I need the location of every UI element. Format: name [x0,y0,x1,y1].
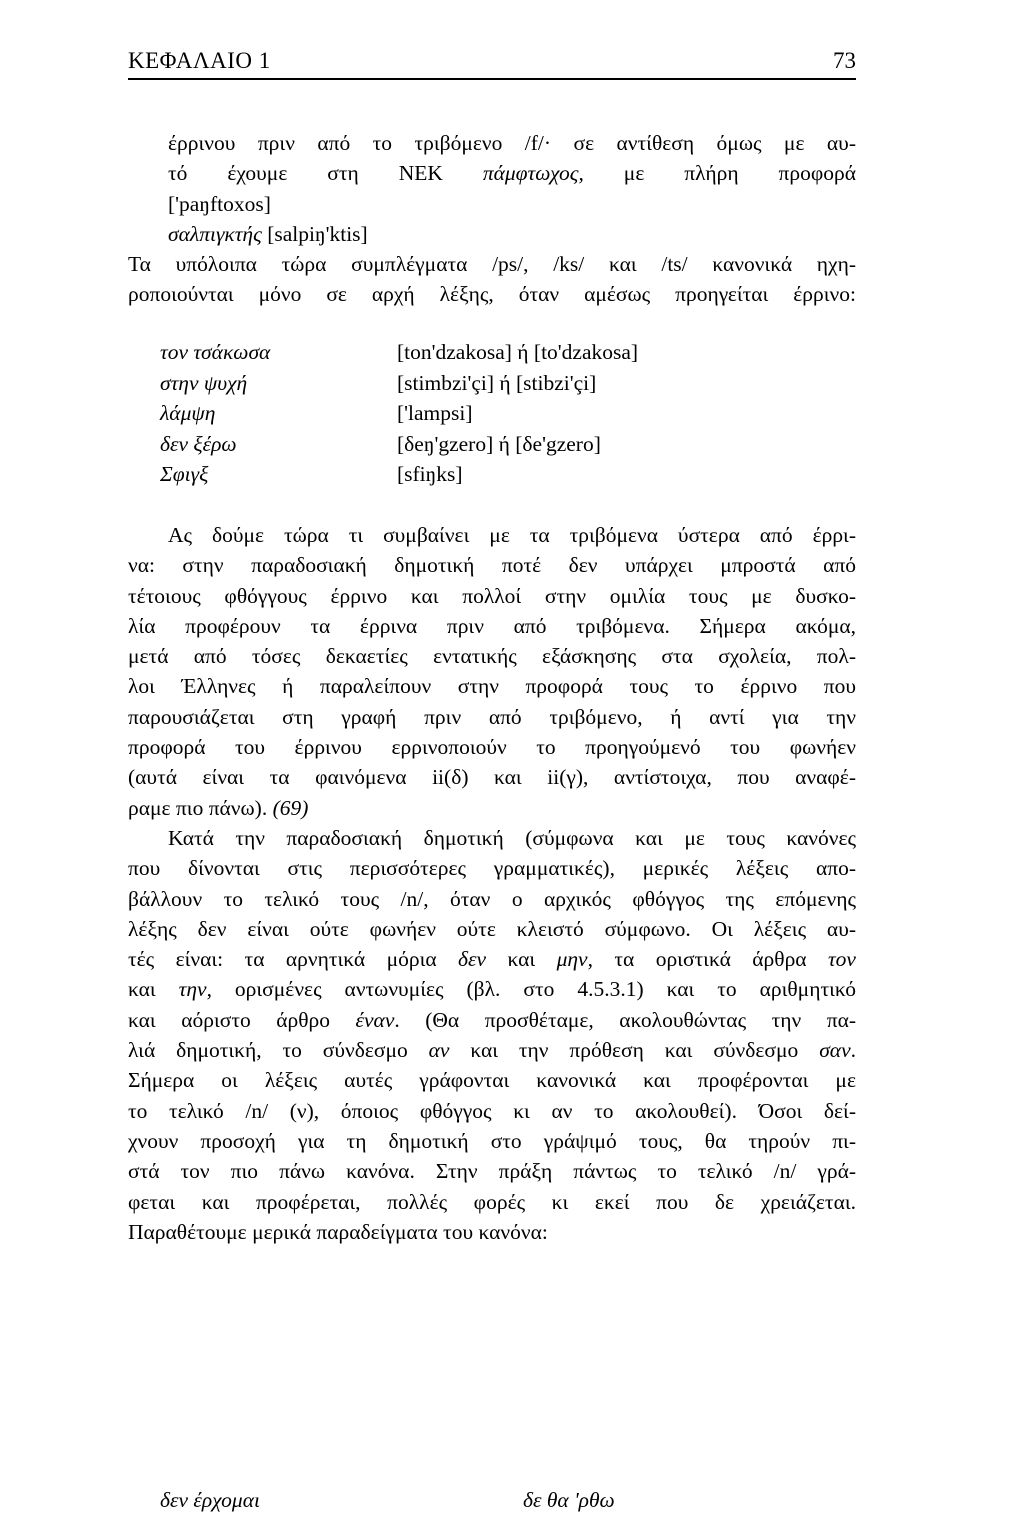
chapter-title: ΚΕΦΑΛΑΙΟ 1 [128,48,271,73]
page-header [128,48,856,80]
text-line: σαλπιγκτής [salpiŋ'ktis] [168,221,368,246]
example-word: στην ψυχή [160,370,248,395]
example-row [160,340,760,371]
text-line: μετά από τόσες δεκαετίες εντατικής εξάσκησης στα σχολεία, πολ- [128,644,856,669]
text-line: φεται και προφέρεται, πολλές φορές κι εκεί που δε χρειάζεται. [128,1189,856,1214]
text-line: παρουσιάζεται στη γραφή πριν από τριβόμενο, ή αντί για την [128,704,856,729]
example-row [160,401,760,432]
text-line: ['paŋftoxos] [168,191,271,216]
example-row [160,432,760,463]
text-line: ροποιούνται μόνο σε αρχή λέξης, όταν αμέσως προηγείται έρρινο: [128,282,856,307]
text-line: λέξης δεν είναι ούτε φωνήεν ούτε κλειστό σύμφωνο. Οι λέξεις αυ- [128,916,856,941]
text-line: Παραθέτουμε μερικά παραδείγματα του κανόνα: [128,1219,548,1244]
example-ipa: ['lampsi] [397,401,473,426]
text-line: τές είναι: τα αρνητικά μόρια δεν και μην, τα οριστικά άρθρα τον [128,947,856,972]
text-line: το τελικό /n/ (ν), όποιος φθόγγος κι αν το ακολουθεί). Όσοι δεί- [128,1098,856,1123]
example-right: δε θα 'ρθω [523,1488,615,1512]
text-line: έρρινου πριν από το τριβόμενο /f/· σε αντίθεση όμως με αυ- [168,131,856,155]
page-number: 73 [833,48,856,73]
text-line: (αυτά είναι τα φαινόμενα ii(δ) και ii(γ), αντίστοιχα, που αναφέ- [128,765,856,790]
example-ipa: [stimbzi'çi] ή [stibzi'çi] [397,370,597,395]
example-word: δεν ξέρω [160,431,237,456]
example-ipa: [δeŋ'gzero] ή [δe'gzero] [397,431,601,456]
text-line: και την, ορισμένες αντωνυμίες (βλ. στο 4.5.3.1) και το αριθμητικό [128,977,856,1002]
example-word: Σφιγξ [160,462,209,487]
example-ipa: [ton'dzakosa] ή [to'dzakosa] [397,340,639,364]
text-line: στά τον πιο πάνω κανόνα. Στην πράξη πάντως το τελικό /n/ γρά- [128,1159,856,1184]
text-line: που δίνονται στις περισσότερες γραμματικές), μερικές λέξεις απο- [128,856,856,881]
example-word: τον τσάκωσα [160,340,271,364]
text-line: Ας δούμε τώρα τι συμβαίνει με τα τριβόμενα ύστερα από έρρι- [168,523,856,547]
example-word: λάμψη [160,401,216,426]
example-ipa: [sfiŋks] [397,462,463,487]
text-line: λία προφέρουν τα έρρινα πριν από τριβόμενα. Σήμερα ακόμα, [128,613,856,638]
text-line: τέτοιους φθόγγους έρρινο και πολλοί στην ομιλία τους με δυσκο- [128,583,856,608]
body-paragraphs [128,520,856,1247]
text-line: λοι Έλληνες ή παραλείπουν στην προφορά τους το έρρινο που [128,674,856,699]
text-line: Κατά την παραδοσιακή δημοτική (σύμφωνα και με τους κανόνες [168,825,856,850]
text-line: και αόριστο άρθρο έναν. (Θα προσθέταμε, ακολουθώντας την πα- [128,1007,856,1032]
example-row [160,371,760,402]
handwritten-note: (69) [272,795,309,820]
text-line: ραμε πιο πάνω). (69) [128,795,309,820]
text-line: Τα υπόλοιπα τώρα συμπλέγματα /ps/, /ks/ και /ts/ κανονικά ηχη- [128,252,856,277]
text-line: χνουν προσοχή για τη δημοτική στο γράψιμό τους, θα τηρούν πι- [128,1128,856,1153]
text-line: βάλλουν το τελικό τους /n/, όταν ο αρχικός φθόγγος της επόμενης [128,886,856,911]
text-line: προφορά του έρρινου ερρινοποιούν το προηγούμενό του φωνήεν [128,735,856,760]
intro-paragraph [128,128,856,310]
text-line: λιά δημοτική, το σύνδεσμο αν και την πρόθεση και σύνδεσμο σαν. [128,1038,856,1063]
text-line: να: στην παραδοσιακή δημοτική ποτέ δεν υπάρχει μπροστά από [128,553,856,578]
text-line: τό έχουμε στη ΝΕΚ πάμφτωχος, με πλήρη προφορά [168,161,856,186]
text-line: Σήμερα οι λέξεις αυτές γράφονται κανονικά και προφέρονται με [128,1068,856,1093]
example-row [160,462,760,493]
example-left: δεν έρχομαι [160,1488,260,1512]
examples-table [160,340,760,493]
